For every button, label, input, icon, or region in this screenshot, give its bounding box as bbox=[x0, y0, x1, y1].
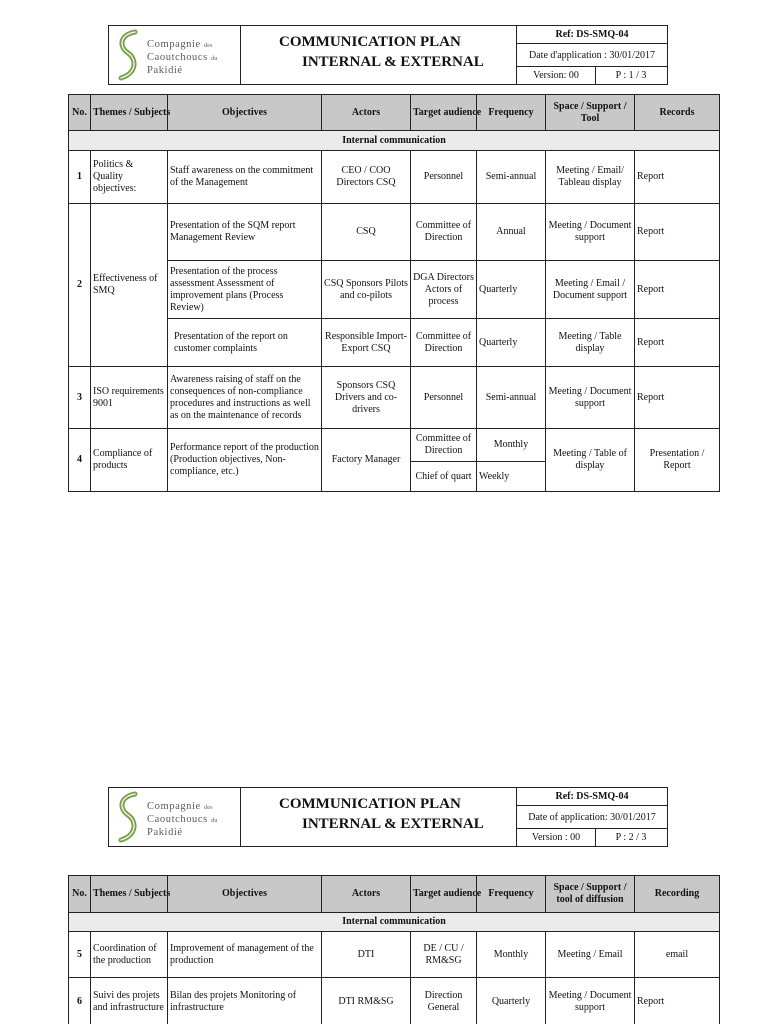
row-target: DE / CU / RM&SG bbox=[411, 932, 477, 978]
row-theme: Compliance of products bbox=[91, 429, 168, 492]
table-row bbox=[69, 367, 720, 429]
row-target: Personnel bbox=[411, 367, 477, 429]
row-frequency: Quarterly bbox=[477, 261, 546, 319]
table-header-row bbox=[69, 95, 720, 131]
document-title: COMMUNICATION PLAN INTERNAL & EXTERNAL bbox=[241, 788, 517, 846]
table-row bbox=[69, 151, 720, 204]
column-header: Frequency bbox=[477, 876, 546, 913]
row-frequency: Semi-annual bbox=[477, 367, 546, 429]
company-logo bbox=[109, 788, 241, 846]
row-support: Meeting / Document support bbox=[546, 367, 635, 429]
row-actors: Responsible Import-Export CSQ bbox=[322, 319, 411, 367]
company-s-logo-icon bbox=[115, 791, 141, 843]
communication-plan-table bbox=[68, 875, 720, 1024]
row-objective: Presentation of the SQM report Management Review bbox=[168, 204, 322, 261]
row-objective: Awareness raising of staff on the consequences of non-compliance procedures and instructions as well as on the maintenance of records bbox=[168, 367, 322, 429]
document-page-2 bbox=[0, 785, 768, 1024]
row-theme: ISO requirements 9001 bbox=[91, 367, 168, 429]
row-target: Chief of quart bbox=[411, 462, 477, 492]
company-logo bbox=[109, 26, 241, 84]
column-header: Recording bbox=[635, 876, 720, 913]
section-title: Internal communication bbox=[69, 913, 720, 932]
table-row bbox=[69, 429, 720, 462]
company-name: Compagnie des Caoutchoucs du Pakidié bbox=[147, 801, 218, 838]
version-number: Version: 00 bbox=[533, 70, 579, 81]
row-target: Committee of Direction bbox=[411, 429, 477, 462]
company-name: Compagnie des Caoutchoucs du Pakidié bbox=[147, 39, 218, 76]
row-theme: Coordination of the production bbox=[91, 932, 168, 978]
row-records: Presentation / Report bbox=[635, 429, 720, 492]
row-target: Direction General bbox=[411, 978, 477, 1024]
column-header: Frequency bbox=[477, 95, 546, 131]
row-support: Meeting / Document support bbox=[546, 978, 635, 1024]
row-actors: Factory Manager bbox=[322, 429, 411, 492]
row-objective: Performance report of the production (Production objectives, Non-compliance, etc.) bbox=[168, 429, 322, 492]
column-header: No. bbox=[69, 876, 91, 913]
column-header: Target audience bbox=[411, 876, 477, 913]
page-number: P : 2 / 3 bbox=[615, 832, 647, 843]
row-frequency: Monthly bbox=[477, 429, 546, 462]
row-number: 4 bbox=[69, 429, 91, 492]
row-number: 5 bbox=[69, 932, 91, 978]
column-header: Records bbox=[635, 95, 720, 131]
row-actors: Sponsors CSQ Drivers and co-drivers bbox=[322, 367, 411, 429]
row-objective: Presentation of the process assessment Assessment of improvement plans (Process Review) bbox=[168, 261, 322, 319]
application-date: Date d'application : 30/01/2017 bbox=[517, 44, 667, 67]
column-header: Target audience bbox=[411, 95, 477, 131]
document-header bbox=[108, 787, 668, 847]
section-row bbox=[69, 913, 720, 932]
section-row bbox=[69, 131, 720, 151]
table-row bbox=[69, 932, 720, 978]
row-records: Report bbox=[635, 261, 720, 319]
row-number: 3 bbox=[69, 367, 91, 429]
row-actors: CSQ Sponsors Pilots and co-pilots bbox=[322, 261, 411, 319]
application-date: Date of application: 30/01/2017 bbox=[517, 806, 667, 829]
document-title: COMMUNICATION PLAN INTERNAL & EXTERNAL bbox=[241, 26, 517, 84]
row-target: Personnel bbox=[411, 151, 477, 204]
row-objective: Bilan des projets Monitoring of infrastructure bbox=[168, 978, 322, 1024]
communication-plan-table bbox=[68, 94, 720, 492]
row-frequency: Monthly bbox=[477, 932, 546, 978]
row-records: Report bbox=[635, 204, 720, 261]
row-target: DGA Directors Actors of process bbox=[411, 261, 477, 319]
reference-block bbox=[517, 26, 667, 84]
row-objective: Presentation of the report on customer complaints bbox=[168, 319, 322, 367]
row-theme: Effectiveness of SMQ bbox=[91, 204, 168, 367]
column-header: Themes / Subjects bbox=[91, 876, 168, 913]
version-number: Version : 00 bbox=[531, 832, 581, 843]
section-title: Internal communication bbox=[69, 131, 720, 151]
column-header: Space / Support / Tool bbox=[546, 95, 635, 131]
row-records: Report bbox=[635, 367, 720, 429]
row-records: Report bbox=[635, 151, 720, 204]
column-header: Actors bbox=[322, 876, 411, 913]
document-header bbox=[108, 25, 668, 85]
page-number: P : 1 / 3 bbox=[615, 70, 647, 81]
row-support: Meeting / Table of display bbox=[546, 429, 635, 492]
row-records: Report bbox=[635, 319, 720, 367]
row-frequency: Weekly bbox=[477, 462, 546, 492]
document-page-1 bbox=[0, 0, 768, 492]
row-actors: DTI RM&SG bbox=[322, 978, 411, 1024]
reference-code: Ref: DS-SMQ-04 bbox=[517, 788, 667, 806]
row-support: Meeting / Email / Document support bbox=[546, 261, 635, 319]
row-number: 6 bbox=[69, 978, 91, 1024]
row-theme: Politics & Quality objectives: bbox=[91, 151, 168, 204]
column-header: Actors bbox=[322, 95, 411, 131]
table-header-row bbox=[69, 876, 720, 913]
row-actors: DTI bbox=[322, 932, 411, 978]
row-target: Committee of Direction bbox=[411, 319, 477, 367]
row-frequency: Semi-annual bbox=[477, 151, 546, 204]
row-records: email bbox=[635, 932, 720, 978]
column-header: No. bbox=[69, 95, 91, 131]
row-objective: Staff awareness on the commitment of the Management bbox=[168, 151, 322, 204]
table-row bbox=[69, 978, 720, 1024]
column-header: Objectives bbox=[168, 95, 322, 131]
row-number: 1 bbox=[69, 151, 91, 204]
row-support: Meeting / Document support bbox=[546, 204, 635, 261]
column-header: Objectives bbox=[168, 876, 322, 913]
table-row bbox=[69, 204, 720, 261]
row-frequency: Quarterly bbox=[477, 319, 546, 367]
row-frequency: Annual bbox=[477, 204, 546, 261]
company-s-logo-icon bbox=[115, 29, 141, 81]
row-target: Committee of Direction bbox=[411, 204, 477, 261]
reference-block bbox=[517, 788, 667, 846]
row-records: Report bbox=[635, 978, 720, 1024]
row-support: Meeting / Table display bbox=[546, 319, 635, 367]
row-support: Meeting / Email/ Tableau display bbox=[546, 151, 635, 204]
column-header: Space / Support / tool of diffusion bbox=[546, 876, 635, 913]
row-theme: Suivi des projets and infrastructure bbox=[91, 978, 168, 1024]
column-header: Themes / Subjects bbox=[91, 95, 168, 131]
reference-code: Ref: DS-SMQ-04 bbox=[517, 26, 667, 44]
row-actors: CSQ bbox=[322, 204, 411, 261]
row-actors: CEO / COO Directors CSQ bbox=[322, 151, 411, 204]
row-number: 2 bbox=[69, 204, 91, 367]
row-objective: Improvement of management of the production bbox=[168, 932, 322, 978]
row-support: Meeting / Email bbox=[546, 932, 635, 978]
row-frequency: Quarterly bbox=[477, 978, 546, 1024]
